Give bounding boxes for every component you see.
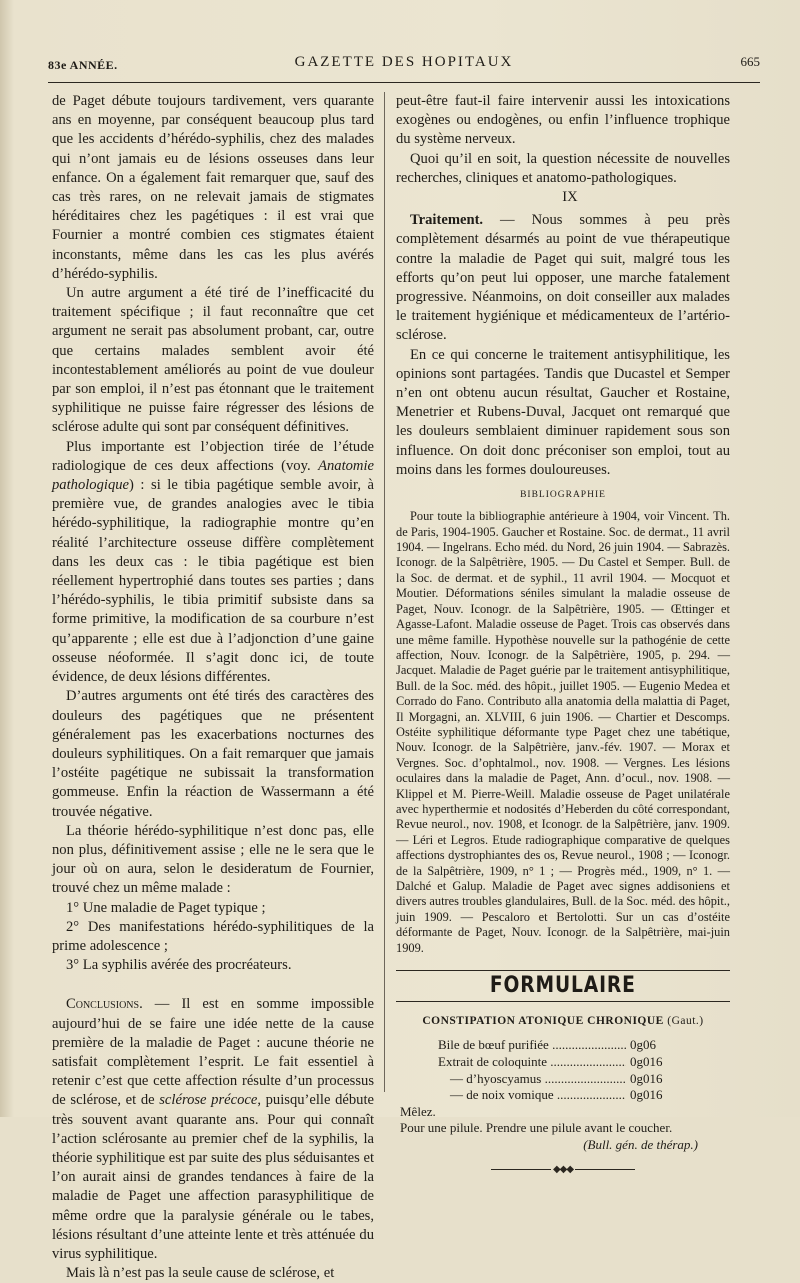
ingredient-dose: 0g06 bbox=[630, 1037, 656, 1053]
text-run-italic: Anatomie pathologique bbox=[52, 457, 374, 494]
prescription-row bbox=[438, 1087, 730, 1104]
page-number: 665 bbox=[740, 54, 760, 69]
conclusions-paragraph bbox=[52, 995, 374, 1264]
prescription-heading bbox=[396, 1012, 730, 1031]
traitement-paragraph bbox=[396, 211, 730, 345]
text-run: — Il est en somme impossible aujourd’hui de se faire une idée nette de la cause première de la maladie de Paget : aucune théorie ne satisfait complètement l’esprit. Le fait essentiel à retenir c’est que cette affection résulte d’un processus de sclérose, et de bbox=[52, 996, 374, 1109]
list-item: 2° Des manifestations hérédo-syphilitiques de la prime adolescence ; bbox=[52, 918, 374, 954]
paragraph: Quoi qu’il en soit, la question nécessite de nouvelles recherches, cliniques et anatomo-pathologiques. bbox=[396, 150, 730, 186]
ornament-divider: ◆◆◆ bbox=[396, 1160, 730, 1179]
paragraph: D’autres arguments ont été tirés des caractères des douleurs des pagétiques que ne présentent généralement pas les exacerbations nocturnes des douleurs syphilitiques. On a fait remarquer que jamais l’ostéite pagétique ne subissait la transformation gommeuse. Enfin la réaction de Wassermann a été trouvée négative. bbox=[52, 688, 374, 820]
ingredient-name: Bile de bœuf purifiée ..... bbox=[438, 1037, 626, 1054]
column-divider bbox=[384, 92, 385, 1092]
prescription-row bbox=[438, 1037, 730, 1054]
prescription-row bbox=[438, 1071, 730, 1088]
paragraph: Mais là n’est pas la seule cause de sclérose, et bbox=[66, 1265, 335, 1282]
prescription-table bbox=[438, 1037, 730, 1103]
paragraph: Un autre argument a été tiré de l’inefficacité du traitement spécifique ; il faut reconnaître que cet argument ne serait pas absolument probant, car, outre que certains malades semblent avoir été incontestablement améliorés au point de vue douleur par son emploi, il n’est pas étonnant que le traitement syphilitique ne puisse faire régresser des lésions de sclérose adulte qui sont par conséquent définitives. bbox=[52, 285, 374, 436]
page-header bbox=[48, 54, 760, 76]
header-rule bbox=[48, 82, 760, 83]
bibliography-heading: BIBLIOGRAPHIE bbox=[520, 490, 606, 501]
list-item: 3° La syphilis avérée des procréateurs. bbox=[66, 957, 292, 974]
prescription-mix: Mêlez. bbox=[400, 1103, 436, 1119]
prescription-row bbox=[438, 1054, 730, 1071]
formulaire-banner bbox=[396, 970, 730, 1002]
text-run-italic: sclérose précoce bbox=[159, 1092, 258, 1109]
ingredient-dose: 0g016 bbox=[630, 1087, 663, 1103]
paragraph bbox=[52, 438, 374, 688]
paragraph: En ce qui concerne le traitement antisyphilitique, les opinions sont partagées. Tandis que Ducastel et Semper n’en ont obtenu aucun résultat, Gaucher et Rostaine, Menetrier et Rubens-Duval, Jacquet ont remarqué que les douleurs semblaient diminuer rapidement sous son influence. On doit donc préconiser son emploi, tout au moins dans les formes douloureuses. bbox=[396, 346, 730, 478]
ingredient-name: Extrait de coloquinte ..... bbox=[438, 1054, 626, 1071]
list-item: 1° Une maladie de Paget typique ; bbox=[66, 899, 266, 916]
paragraph: La théorie hérédo-syphilitique n’est donc pas, elle non plus, définitivement assise ; elle ne le sera que le jour où on aura, selon le desideratum de Fournier, trouvé chez un même malade : bbox=[52, 822, 374, 897]
paragraph: peut-être faut-il faire intervenir aussi les intoxications exogènes ou endogènes, ou enfin l’influence trophique du système nerveux. bbox=[396, 93, 730, 148]
prescription-notes bbox=[396, 1104, 730, 1154]
text-run: , puisqu’elle débute très souvent avant quarante ans. Pour qui connaît l’action sclérosante au premier chef de la syphilis, la théorie syphilitique est par suite des plus séduisantes et l’on aurait ainsi de grandes tendances à faire de la maladie de Paget une affection parasyphilitique de même ordre que la paralysie générale ou le tabes, lésions résultant d’une atteinte lente et très atténuée du virus syphilitique. bbox=[52, 1092, 374, 1262]
ingredient-dose: 0g016 bbox=[630, 1070, 663, 1086]
text-run: Plus importante est l’objection tirée de l’étude radiologique de ces deux affections (voy. bbox=[52, 438, 374, 474]
bibliography-text: Pour toute la bibliographie antérieure à 1904, voir Vincent. Th. de Paris, 1904-1905. Gaucher et Rostaine. Soc. de dermat., 11 avril 1904. — Ingelrans. Echo méd. du Nord, 26 juin 1904. — Sabrazès. Iconogr. de la Salpêtrière, 1905. — Du Castel et Semper. Bull. de la Soc. de dermat. et de syphil., 11 avril 1904. — Mocquot et Moutier. Déformations séniles simulant la maladie osseuse de Paget, Nouv. Iconogr. de la Salpêtrière, 1905. — Œttinger et Agasse-Lafont. Maladie osseuse de Paget. Trois cas observés dans une même famille. Hypothèse nouvelle sur la pathogénie de cette affection, Nouv. Iconogr. de la Salpêtrière, 1905, p. 294. — Jacquet. Maladie de Paget guérie par le traitement antisyphilitique, Bull. de la Soc. méd. des hôpit., juillet 1905. — Eugenio Medea et Corrado do Fano. Contributo alla anatomia della malattia di Paget, Il Morgagni, an. XLVIII, 6 juin 1906. — Chartier et Descomps. Ostéite syphilitique déformante type Paget chez une tabétique, Nouv. Iconogr. de la Salpêtrière, janv.-fév. 1907. — Morax et Vergnes. Soc. d’ophtalmol., nov. 1908. — Vergnes. Les lésions oculaires dans la maladie de Paget, Ann. d’ocul., nov. 1908. — Klippel et M. Pierre-Weill. Maladie osseuse de Paget unilatérale avec hyperthermie et nodosités d’Heberden du côté correspondant, Revue neurol., nov. 1908, et Iconogr. de la Salpêtrière, janv. 1909. — Léri et Legros. Etude radiographique comparative de quelques affections dystrophiantes des os, Revue neurol., 1908 ; — Iconogr. de la Salpêtrière, 1909, n° 1 ; — Progrès méd., 1909, n° 1. — Dalché et Galup. Maladie de Paget avec signes addisoniens et divers autres troubles glandulaires, Bull. de la Soc. méd. des hôpit., juin 1909. — Pescaloro et Bertolotti. Sur un cas d’ostéite déformante de Paget, Nouv. Iconogr. de la Salpêtrière, mai-juin 1909. bbox=[396, 509, 730, 955]
volume-label: 83e ANNÉE. bbox=[48, 58, 118, 72]
prescription-title: CONSTIPATION ATONIQUE CHRONIQUE bbox=[422, 1015, 664, 1028]
ingredient-name: — d’hyoscyamus ..... bbox=[438, 1071, 626, 1088]
prescription-source: (Bull. gén. de thérap.) bbox=[583, 1137, 698, 1153]
bibliography bbox=[396, 509, 730, 956]
paragraph: de Paget débute toujours tardivement, vers quarante ans en moyenne, par conséquent beaucoup plus tard que les accidents d’hérédo-syphilis, chez des malades qui n’ont jamais eu de lésions osseuses dans leur enfance. On a également fait remarquer que, sauf des cas très rares, on ne relevait jamais de stigmates héréditaires chez les pagétiques : il est vrai que Fournier a montré combien ces stigmates étaient inconstants, même dans les cas les plus avérés d’hérédo-syphilis. bbox=[52, 93, 374, 282]
formulaire-title: FORMULAIRE bbox=[490, 973, 636, 999]
text-run: ) : si le tibia pagétique semble avoir, à première vue, de grandes analogies avec le tibia hérédo-syphilitique, la radiographie montre qu’en réalité l’architecture osseuse diffère complètement dans les deux cas : le tibia pagétique est bien réellement hypertrophié dans toutes ses parties ; dans l’hérédo-syphilis, le tibia primitif subsiste dans sa forme primitive, la modification de sa courbure n’est qu’apparente ; elle est due à l’adjonction d’une gaine osseuse néoformée. Il s’agit donc ici, de toute évidence, de deux lésions différentes. bbox=[52, 477, 374, 686]
journal-title: GAZETTE DES HOPITAUX bbox=[294, 54, 514, 70]
left-column bbox=[52, 92, 374, 1283]
section-number: IX bbox=[562, 189, 578, 206]
ingredient-dose: 0g016 bbox=[630, 1054, 663, 1070]
prescription-use: Pour une pilule. Prendre une pilule avant le coucher. bbox=[400, 1120, 673, 1136]
right-column bbox=[396, 92, 730, 1179]
prescription-author: (Gaut.) bbox=[667, 1015, 704, 1028]
traitement-heading: Traitement. bbox=[410, 212, 484, 229]
ingredient-name: — de noix vomique ..... bbox=[438, 1087, 626, 1104]
conclusions-heading: Conclusions. bbox=[66, 996, 143, 1013]
text-run: — Nous sommes à peu près complètement désarmés au point de vue thérapeutique contre la maladie de Paget qui suit, malgré tous les efforts qu’on peut lui opposer, une marche fatalement progressive. Néanmoins, on doit conseiller aux malades le traitement hygiénique et médicamenteux de l’artério-sclérose. bbox=[396, 212, 730, 344]
